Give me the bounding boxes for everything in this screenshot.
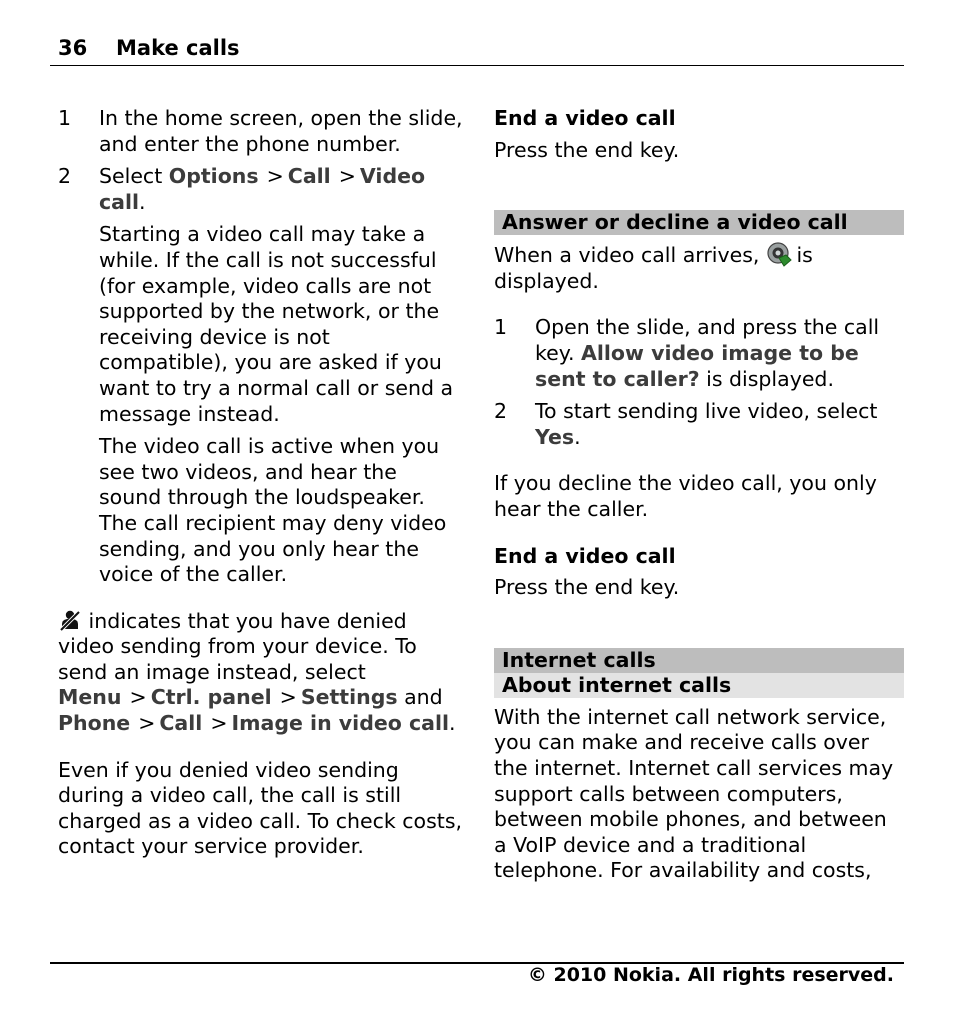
step-number: 1 (494, 315, 508, 340)
heading-end-video-call: End a video call (494, 106, 676, 130)
step-paragraph: The video call is active when you see two videos, and hear the sound through the loudspeaker. The call recipient may deny video sending, and you only hear the voice of the caller. (99, 434, 447, 587)
list-item-step-2 (58, 164, 463, 588)
end-call-text: Press the end key. (494, 137, 680, 162)
list-item-answer-step-1 (494, 315, 904, 392)
about-paragraph: With the internet call network service, you can make and receive calls over the internet. Internet call services may support calls between computers, between mobile phones, and between a VoIP device and a traditional telephone. For availability and costs, (494, 704, 894, 883)
arrives-paragraph: When a video call arrives, is displayed. (494, 243, 813, 293)
ui-menu: Menu (58, 685, 122, 710)
ui-yes: Yes (535, 424, 575, 449)
ui-allow-video-image: Allow video image to be sent to caller? (535, 340, 859, 391)
section-heading-answer: Answer or decline a video call (494, 210, 904, 235)
section-heading-internet-calls: Internet calls (494, 648, 904, 673)
step-number: 2 (494, 399, 508, 424)
heading-end-video-call: End a video call (494, 543, 676, 568)
ui-ctrl-panel: Ctrl. panel (150, 685, 272, 710)
end-call-text: Press the end key. (494, 575, 680, 600)
page-header (58, 36, 240, 60)
video-denied-icon (58, 609, 82, 633)
decline-paragraph: If you decline the video call, you only hear the caller. (494, 471, 877, 521)
right-column (494, 106, 904, 884)
list-item-answer-step-2 (494, 399, 904, 450)
page-number: 36 (58, 36, 88, 60)
step-text: In the home screen, open the slide, and enter the phone number. (99, 106, 463, 156)
charge-paragraph: Even if you denied video sending during a video call, the call is still charged as a video call. To check costs, contact your service provider. (58, 757, 463, 859)
copyright-footer: © 2010 Nokia. All rights reserved. (527, 964, 894, 986)
ui-call: Call (287, 164, 331, 189)
ui-image-in-video-call: Image in video call (231, 711, 450, 736)
step-paragraph: Starting a video call may take a while. If the call is not successful (for example, video calls are not supported by the network, or the receiving device is not compatible), you are asked if you want to try a normal call or send a message instead. (99, 222, 454, 426)
denied-paragraph: indicates that you have denied video sending from your device. To send an image instead, select Menu > Ctrl. panel > Settings and Phone > Call > Image in video call. (58, 608, 456, 736)
ui-settings: Settings (300, 685, 398, 710)
step-text: Open the slide, and press the call key. Allow video image to be sent to caller? is displayed. (535, 315, 880, 391)
ui-phone: Phone (58, 711, 131, 736)
step-number: 2 (58, 164, 72, 189)
ui-video-call: Video call (99, 164, 426, 214)
section-title: Make calls (116, 36, 240, 60)
list-item-step-1 (58, 106, 463, 157)
subsection-heading-about-internet-calls: About internet calls (494, 673, 904, 698)
header-rule (50, 65, 904, 66)
incoming-video-call-icon (766, 241, 790, 265)
step-number: 1 (58, 106, 72, 130)
step-text: Select Options > Call > Video call. (99, 164, 426, 214)
ui-call: Call (159, 711, 203, 736)
ui-options: Options (168, 164, 259, 189)
step-text: To start sending live video, select Yes. (535, 399, 878, 449)
left-column (58, 106, 463, 860)
